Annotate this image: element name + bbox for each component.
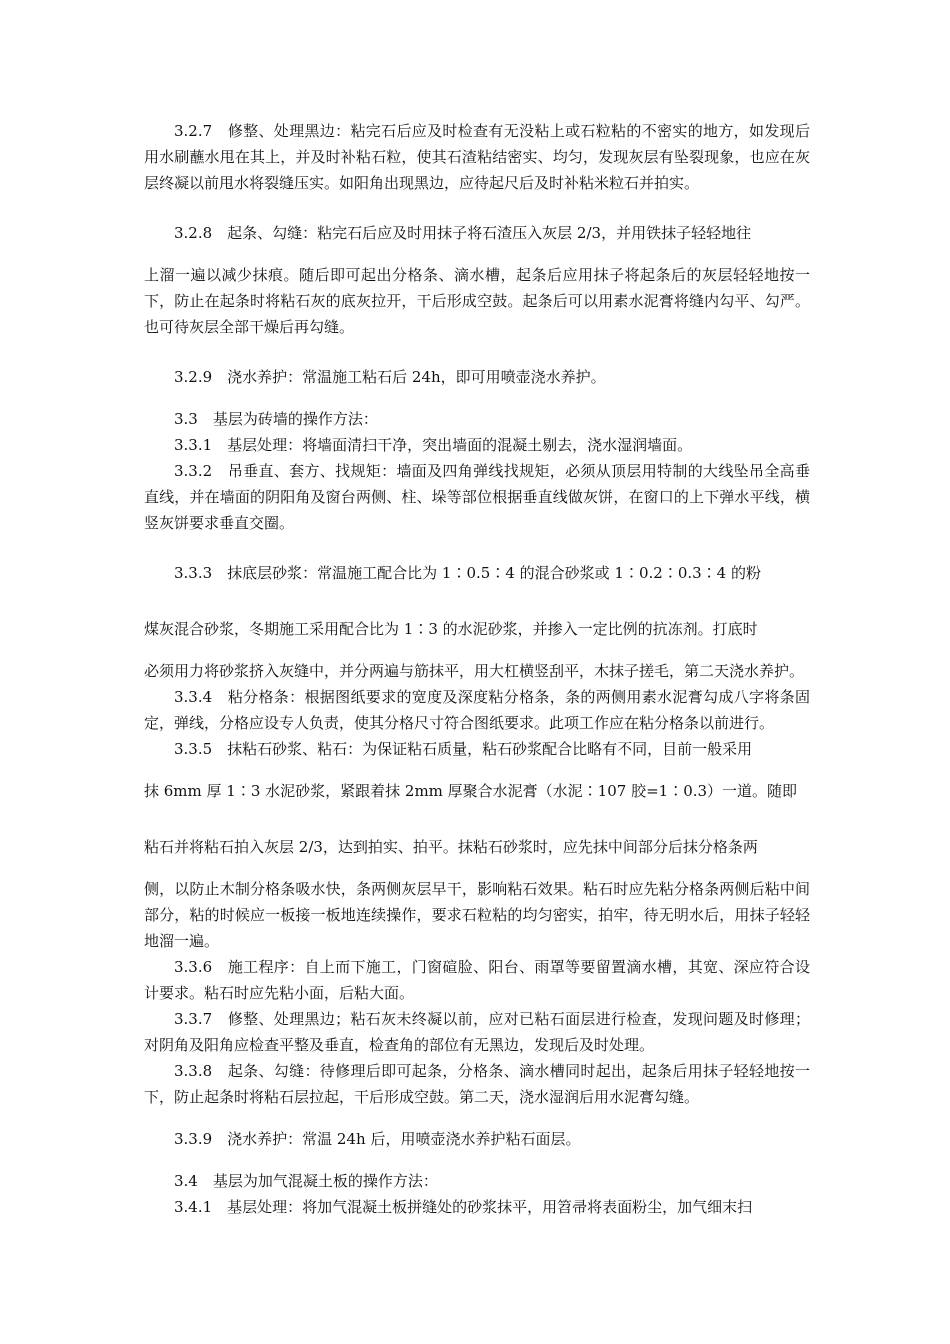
- paragraph-3-4-1: 3.4.1 基层处理：将加气混凝土板拼缝处的砂浆抹平，用笤帚将表面粉尘，加气细末扫: [174, 1198, 753, 1216]
- document-body: [144, 118, 810, 1220]
- paragraph-3-3-5-cont: 侧，以防止木制分格条吸水快，条两侧灰层早干，影响粘石效果。粘石时应先粘分格条两侧后粘中间部分，粘的时候应一板接一板地连续操作，要求石粒粘的均匀密实，拍牢，待无明水后，用抹子轻轻地溜一遍。: [144, 880, 810, 950]
- paragraph-3-2-8-cont: 上溜一遍以减少抹痕。随后即可起出分格条、滴水槽，起条后应用抹子将起条后的灰层轻轻地按一下，防止在起条时将粘石灰的底灰拉开，干后形成空鼓。起条后可以用素水泥膏将缝内勾平、勾严。也可待灰层全部干燥后再勾缝。: [144, 266, 810, 336]
- paragraph-3-3-5-line-3: 粘石并将粘石拍入灰层 2/3，达到拍实、拍平。抹粘石砂浆时，应先抹中间部分后抹分格条两: [144, 838, 758, 856]
- paragraph-3-3-7: 3.3.7 修整、处理黑边；粘石灰未终凝以前，应对已粘石面层进行检查，发现问题及时修理；对阴角及阳角应检查平整及垂直，检查角的部位有无黑边，发现后及时处理。: [144, 1010, 810, 1054]
- paragraph-3-2-7: 3.2.7 修整、处理黑边：粘完石后应及时检查有无没粘上或石粒粘的不密实的地方，如发现后用水刷蘸水甩在其上，并及时补粘石粒，使其石渣粘结密实、均匀，发现灰层有坠裂现象，也应在灰层终凝以前甩水将裂缝压实。如阳角出现黑边，应待起尺后及时补粘米粒石并拍实。: [144, 122, 810, 192]
- paragraph-3-3-4: 3.3.4 粘分格条：根据图纸要求的宽度及深度粘分格条，条的两侧用素水泥膏勾成八字将条固定，弹线，分格应设专人负责，使其分格尺寸符合图纸要求。此项工作应在粘分格条以前进行。: [144, 688, 810, 732]
- paragraph-3-3-2: 3.3.2 吊垂直、套方、找规矩：墙面及四角弹线找规矩，必须从顶层用特制的大线坠吊全高垂直线，并在墙面的阴阳角及窗台两侧、柱、垛等部位根据垂直线做灰饼，在窗口的上下弹水平线，横竖灰饼要求垂直交圈。: [144, 462, 810, 532]
- paragraph-3-3-3-line-1: 3.3.3 抹底层砂浆：常温施工配合比为 1∶0.5∶4 的混合砂浆或 1∶0.2∶0.3∶4 的粉: [174, 564, 761, 582]
- paragraph-3-2-9: 3.2.9 浇水养护：常温施工粘石后 24h，即可用喷壶浇水养护。: [174, 368, 606, 386]
- paragraph-3-3-9: 3.3.9 浇水养护：常温 24h 后，用喷壶浇水养护粘石面层。: [174, 1130, 581, 1148]
- paragraph-3-3-1: 3.3.1 基层处理：将墙面清扫干净，突出墙面的混凝土剔去，浇水湿润墙面。: [174, 436, 693, 454]
- section-heading-3-3: 3.3 基层为砖墙的操作方法：: [174, 410, 378, 428]
- paragraph-3-3-5-line-2: 抹 6mm 厚 1∶3 水泥砂浆，紧跟着抹 2mm 厚聚合水泥膏（水泥∶107 胶=1∶0.3）一道。随即: [144, 782, 798, 800]
- paragraph-3-3-8: 3.3.8 起条、勾缝：待修理后即可起条，分格条、滴水槽同时起出，起条后用抹子轻轻地按一下，防止起条时将粘石层拉起，干后形成空鼓。第二天，浇水湿润后用水泥膏勾缝。: [144, 1062, 810, 1106]
- paragraph-3-3-6: 3.3.6 施工程序：自上而下施工，门窗碹脸、阳台、雨罩等要留置滴水槽，其宽、深应符合设计要求。粘石时应先粘小面，后粘大面。: [144, 958, 810, 1002]
- paragraph-3-3-3-line-2: 煤灰混合砂浆，冬期施工采用配合比为 1∶3 的水泥砂浆，并掺入一定比例的抗冻剂。打底时: [144, 620, 758, 638]
- section-heading-3-4: 3.4 基层为加气混凝土板的操作方法：: [174, 1172, 438, 1190]
- paragraph-3-2-8-line-1: 3.2.8 起条、勾缝：粘完石后应及时用抹子将石渣压入灰层 2/3，并用铁抹子轻轻地往: [174, 224, 752, 242]
- paragraph-3-3-5-line-1: 3.3.5 抹粘石砂浆、粘石：为保证粘石质量，粘石砂浆配合比略有不同，目前一般采用: [174, 740, 753, 758]
- paragraph-3-3-3-cont: 必须用力将砂浆挤入灰缝中，并分两遍与筋抹平，用大杠横竖刮平，木抹子搓毛，第二天浇水养护。: [144, 662, 805, 680]
